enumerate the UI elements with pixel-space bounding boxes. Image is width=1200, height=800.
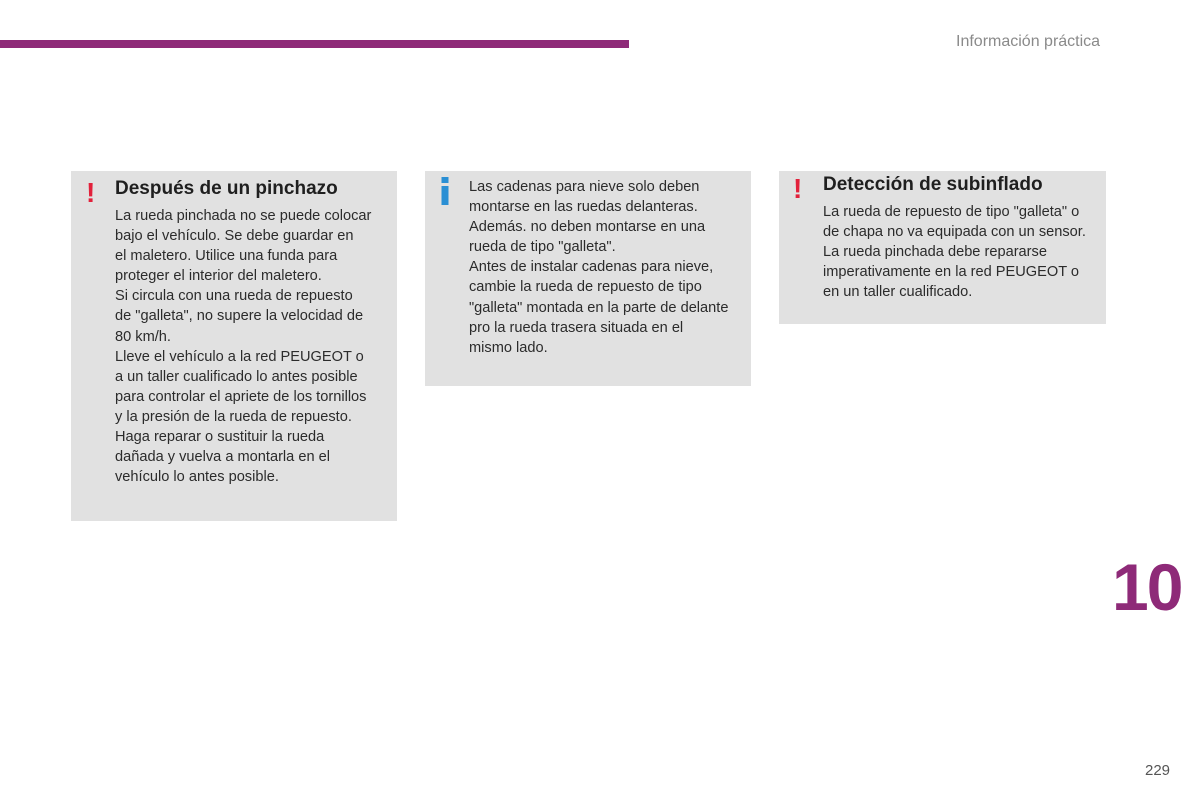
chapter-number: 10 bbox=[1112, 550, 1182, 624]
text-line: de "galleta", no supere la velocidad de bbox=[115, 308, 364, 325]
text-line: Antes de instalar cadenas para nieve, bbox=[469, 259, 714, 276]
text-line: el maletero. Utilice una funda para bbox=[115, 248, 338, 265]
text-line: bajo el vehículo. Se debe guardar en bbox=[115, 228, 354, 245]
text-line: Las cadenas para nieve solo deben bbox=[469, 179, 700, 195]
text-line: rueda de tipo "galleta". bbox=[469, 239, 616, 256]
page-number: 229 bbox=[1145, 762, 1171, 779]
warning-box-underinflation-detection bbox=[779, 171, 1106, 324]
box-text bbox=[469, 177, 728, 358]
text-line: y la presión de la rueda de repuesto. bbox=[115, 408, 352, 425]
text-line: a un taller cualificado lo antes posible bbox=[115, 368, 358, 385]
text-line: Haga reparar o sustituir la rueda bbox=[115, 429, 325, 446]
box-text bbox=[115, 206, 371, 487]
info-box-snow-chains bbox=[425, 171, 751, 386]
text-line: proteger el interior del maletero. bbox=[115, 268, 322, 285]
text-line: para controlar el apriete de los tornillos bbox=[115, 388, 367, 405]
section-title: Información práctica bbox=[956, 33, 1101, 50]
box-title: Después de un pinchazo bbox=[115, 178, 338, 199]
text-line: "galleta" montada en la parte de delante bbox=[469, 299, 729, 316]
box-text bbox=[823, 202, 1086, 302]
warning-box-after-puncture bbox=[71, 171, 397, 521]
text-line: en un taller cualificado. bbox=[823, 284, 973, 301]
text-line: Lleve el vehículo a la red PEUGEOT o bbox=[115, 348, 364, 365]
text-line: dañada y vuelva a montarla en el bbox=[115, 449, 330, 466]
text-line: de chapa no va equipada con un sensor. bbox=[823, 224, 1086, 241]
info-icon bbox=[440, 177, 450, 205]
text-line: mismo lado. bbox=[469, 339, 548, 356]
text-line: La rueda de repuesto de tipo "galleta" o bbox=[823, 204, 1080, 220]
text-line: Además. no deben montarse en una bbox=[469, 219, 706, 236]
text-line: vehículo lo antes posible. bbox=[115, 469, 279, 486]
text-line: La rueda pinchada no se puede colocar bbox=[115, 208, 372, 224]
text-line: imperativamente en la red PEUGEOT o bbox=[823, 264, 1080, 281]
text-line: pro la rueda trasera situada en el bbox=[469, 319, 684, 336]
text-line: 80 km/h. bbox=[115, 328, 171, 345]
text-line: Si circula con una rueda de repuesto bbox=[115, 288, 353, 305]
warning-exclamation-icon: ! bbox=[86, 177, 96, 208]
header-accent-bar bbox=[0, 40, 629, 48]
text-line: cambie la rueda de repuesto de tipo bbox=[469, 279, 702, 296]
box-title: Detección de subinflado bbox=[823, 174, 1043, 195]
warning-exclamation-icon: ! bbox=[793, 173, 803, 204]
text-line: montarse en las ruedas delanteras. bbox=[469, 199, 698, 216]
text-line: La rueda pinchada debe repararse bbox=[823, 244, 1047, 261]
